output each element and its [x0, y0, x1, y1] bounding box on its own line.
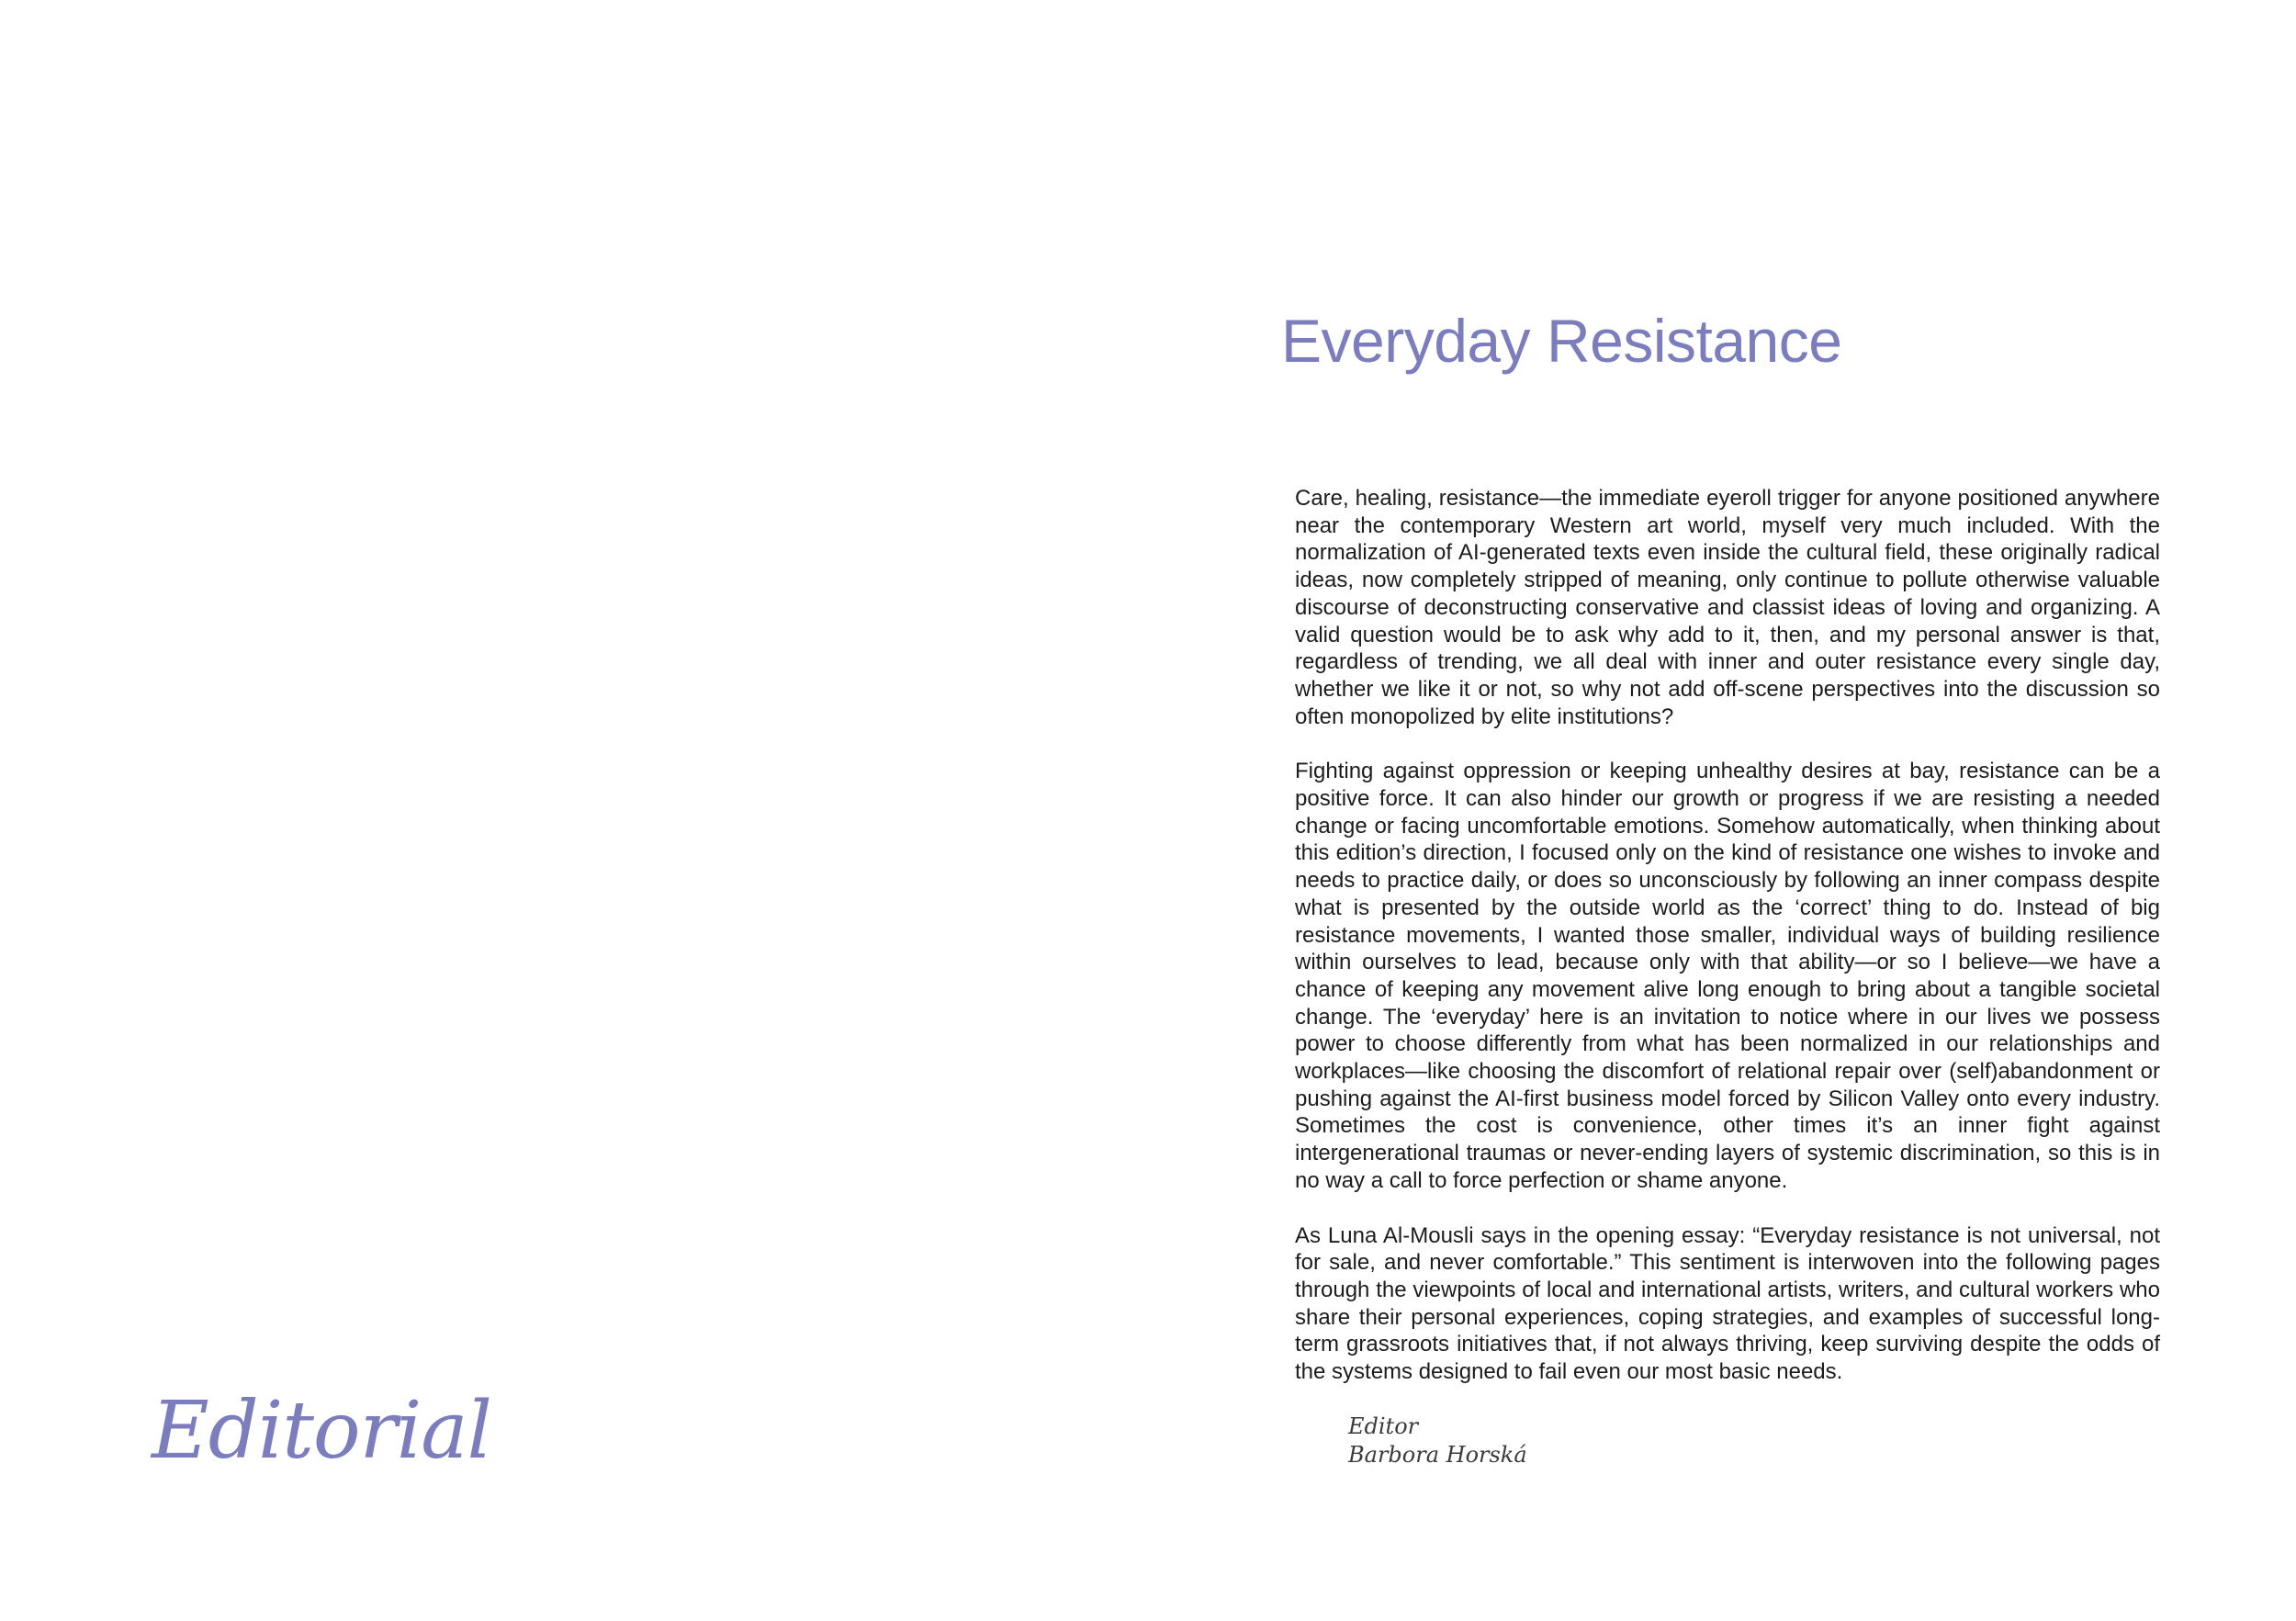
- article-title: Everyday Resistance: [1281, 307, 1842, 375]
- right-page: [1148, 0, 2296, 1621]
- article-body: [1295, 485, 2160, 1413]
- body-paragraph: Care, healing, resistance—the immediate eyeroll trigger for anyone positioned anywhere near the contemporary Western art world, myself very much included. With the normalization of AI-generated texts even inside the cultural field, these originally radical ideas, now completely stripped of meaning, only continue to pollute otherwise valuable discourse of deconstructing conservative and classist ideas of loving and organizing. A valid question would be to ask why add to it, then, and my personal answer is that, regardless of trending, we all deal with inner and outer resistance every single day, whether we like it or not, so why not add off-scene perspectives into the discussion so often monopolized by elite institutions?: [1295, 486, 2160, 729]
- signature-name: Barbora Horská: [1348, 1442, 1527, 1468]
- signature-role: Editor: [1348, 1413, 1419, 1439]
- section-label: Editorial: [152, 1385, 492, 1477]
- body-paragraph: Fighting against oppression or keeping unhealthy desires at bay, resistance can be a positive force. It can also hinder our growth or progress if we are resisting a needed change or facing uncomfortable emotions. Somehow automatically, when thinking about this edition’s direction, I focused only on the kind of resistance one wishes to invoke and needs to practice daily, or does so unconsciously by following an inner compass despite what is presented by the outside world as the ‘correct’ thing to do. Instead of big resistance movements, I wanted those smaller, individual ways of building resilience within ourselves to lead, because only with that ability—or so I believe—we have a chance of keeping any movement alive long enough to bring about a tangible societal change. The ‘everyday’ here is an invitation to notice where in our lives we possess power to choose differently from what has been normalized in our relationships and workplaces—like choosing the discomfort of relational repair over (self)abandonment or pushing against the AI-first business model forced by Silicon Valley onto every industry. Sometimes the cost is convenience, other times it’s an inner fight against intergenerational traumas or never-ending layers of systemic discrimination, so this is in no way a call to force perfection or shame anyone.: [1295, 759, 2160, 1193]
- signature-block: [1348, 1413, 1527, 1469]
- body-paragraph: As Luna Al-Mousli says in the opening essay: “Everyday resistance is not universal, not for sale, and never comfortable.” This sentiment is interwoven into the following pages through the viewpoints of local and international artists, writers, and cultural workers who share their personal experiences, coping strategies, and examples of successful long-term grassroots initiatives that, if not always thriving, keep surviving despite the odds of the systems designed to fail even our most basic needs.: [1295, 1222, 2160, 1385]
